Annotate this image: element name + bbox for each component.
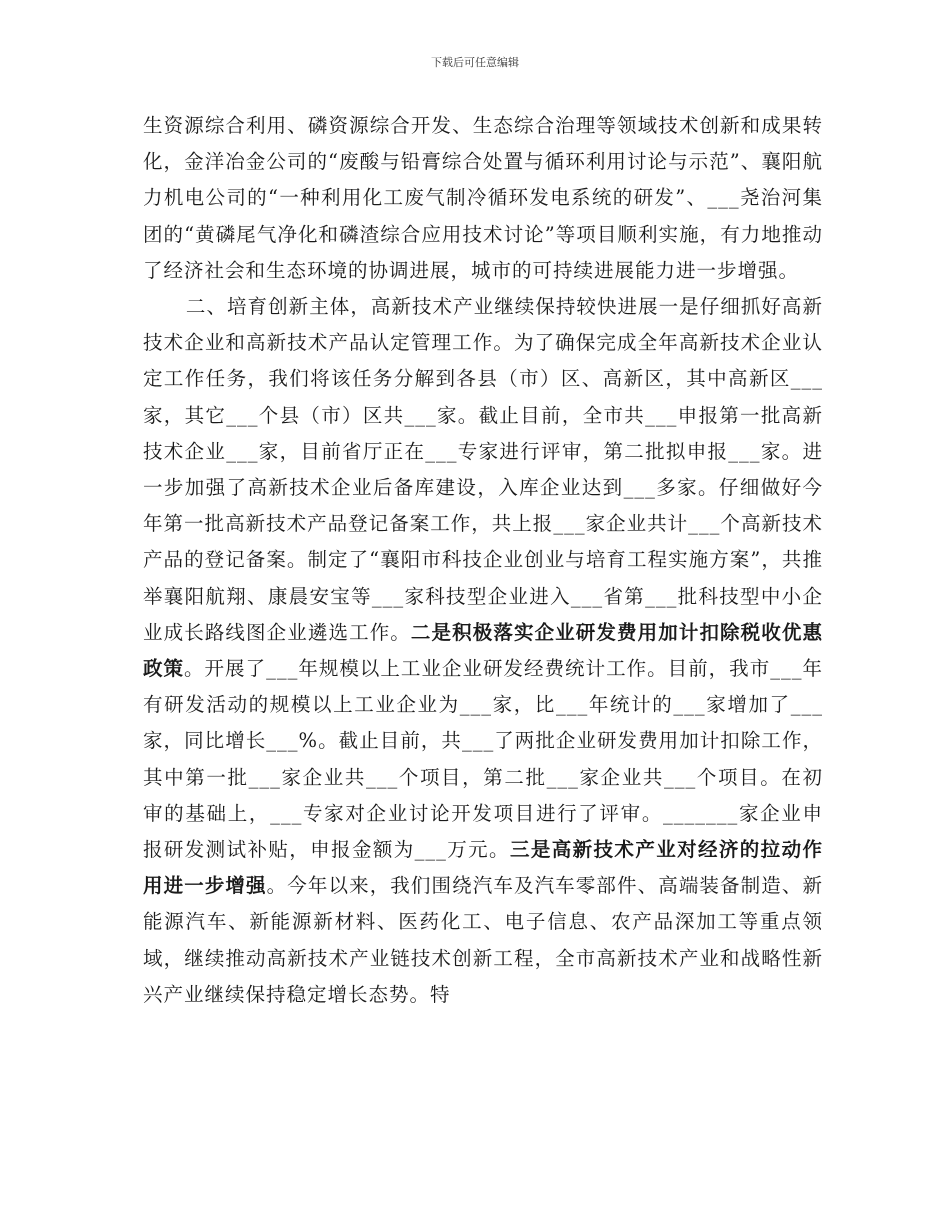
paragraph-1 — [143, 108, 823, 289]
paragraph-2-text-a: 二、培育创新主体，高新技术产业继续保持较快进展一是仔细抓好高新技术企业和高新技术产品认定管理工作。为了确保完成全年高新技术企业认定工作任务，我们将该任务分解到各县（市）区、高新区，其中高新区___家，其它___个县（市）区共___家。截止目前，全市共___申报第一批高新技术企业___家，目前省厅正在___专家进行评审，第二批拟申报___家。进一步加强了高新技术企业后备库建设，入库企业达到___多家。仔细做好今年第一批高新技术产品登记备案工作，共上报___家企业共计___个高新技术产品的登记备案。制定了“襄阳市科技企业创业与培育工程实施方案”，共推举襄阳航翔、康晨安宝等___家科技型企业进入___省第___批科技型中小企业成长路线图企业遴选工作。 — [143, 295, 823, 644]
paragraph-2-heading-three: 三是高新技术产业对经济的拉动作用进一步增强 — [143, 838, 823, 898]
paragraph-1-text: 生资源综合利用、磷资源综合开发、生态综合治理等领域技术创新和成果转化，金洋冶金公司的“废酸与铅膏综合处置与循环利用讨论与示范”、襄阳航力机电公司的“一种利用化工废气制冷循环发电系统的研发”、___尧治河集团的“黄磷尾气净化和磷渣综合应用技术讨论”等项目顺利实施，有力地推动了经济社会和生态环境的协调进展，城市的可持续进展能力进一步增强。 — [143, 114, 823, 282]
paragraph-2-text-b: 。开展了___年规模以上工业企业研发经费统计工作。目前，我市___年有研发活动的规模以上工业企业为___家，比___年统计的___家增加了___家，同比增长___%。截止目前，共___了两批企业研发费用加计扣除工作，其中第一批___家企业共___个项目，第二批___家企业共___个项目。在初审的基础上，___专家对企业讨论开发项目进行了评审。_______家企业申报研发测试补贴，申报金额为___万元。 — [143, 657, 823, 862]
paragraph-2-heading-two: 二是积极落实企业研发费用加计扣除税收优惠政策 — [143, 620, 823, 681]
paragraph-2 — [143, 289, 823, 1013]
document-body — [143, 108, 823, 1013]
page-header: 下载后可任意编辑 — [431, 56, 519, 69]
paragraph-2-text-c: 。今年以来，我们围绕汽车及汽车零部件、高端装备制造、新能源汽车、新能源新材料、医药化工、电子信息、农产品深加工等重点领域，继续推动高新技术产业链技术创新工程，全市高新技术产业和战略性新兴产业继续保持稳定增长态势。特 — [143, 874, 823, 1006]
